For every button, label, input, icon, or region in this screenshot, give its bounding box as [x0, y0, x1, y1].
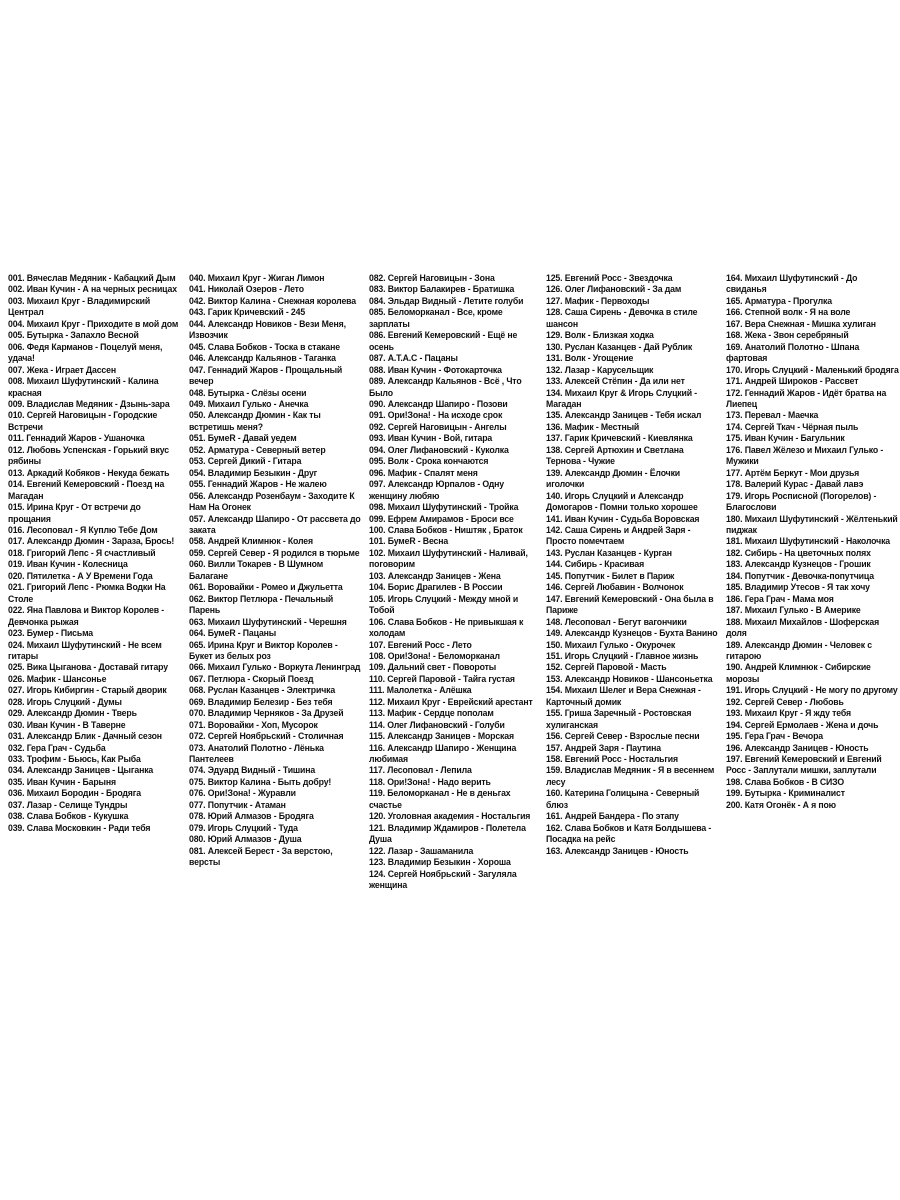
track-entry: 112. Михаил Круг - Еврейский арестант	[369, 695, 533, 707]
track-entry: 170. Игорь Слуцкий - Маленький бродяга	[726, 363, 899, 375]
track-entry: 137. Гарик Кричевский - Киевлянка	[546, 432, 693, 444]
track-entry: 119. Беломорканал - Не в деньгах счастье	[369, 787, 511, 810]
track-entry: 118. Ори!Зона! - Надо верить	[369, 775, 491, 787]
track-entry: 176. Павел Жёлезо и Михаил Гулько - Мужики	[726, 443, 884, 467]
track-entry: 113. Мафик - Сердце пополам	[369, 707, 494, 719]
track-entry: 117. Лесоповал - Лепила	[369, 764, 472, 776]
track-entry: 142. Саша Сирень и Андрей Заря - Просто помечтаем	[546, 523, 691, 547]
track-entry: 128. Саша Сирень - Девочка в стиле шансон	[546, 306, 698, 329]
track-entry: 200. Катя Огонёк - А я пою	[726, 798, 836, 810]
track-entry: 123. Владимир Безыкин - Хороша	[369, 856, 511, 868]
track-entry: 054. Владимир Безыкин - Друг	[189, 466, 318, 478]
track-entry: 143. Руслан Казанцев - Курган	[546, 546, 672, 558]
track-entry: 159. Владислав Медяник - Я в весеннем лесу	[546, 764, 715, 787]
track-entry: 020. Пятилетка - А У Времени Года	[8, 569, 153, 581]
track-entry: 053. Сергей Дикий - Гитара	[189, 455, 302, 467]
track-entry: 193. Михаил Круг - Я жду тебя	[726, 707, 851, 719]
track-entry: 028. Игорь Слуцкий - Думы	[8, 695, 122, 707]
track-entry: 090. Александр Шапиро - Позови	[369, 397, 508, 409]
track-entry: 086. Евгений Кемеровский - Ещё не осень	[369, 329, 518, 352]
tracklist-column-4	[546, 272, 718, 856]
track-entry: 087. А.Т.А.С - Пацаны	[369, 352, 458, 364]
track-entry: 042. Виктор Калина - Снежная королева	[189, 294, 357, 306]
track-entry: 018. Григорий Лепс - Я счастливый	[8, 546, 156, 558]
track-entry: 167. Вера Снежная - Мишка хулиган	[726, 317, 876, 329]
track-entry: 130. Руслан Казанцев - Дай Рублик	[546, 340, 693, 352]
track-entry: 025. Вика Цыганова - Доставай гитару	[8, 661, 168, 673]
track-entry: 048. Бутырка - Слёзы осени	[189, 386, 307, 398]
track-entry: 100. Слава Бобков - Ништяк , Браток	[369, 523, 523, 535]
track-entry: 102. Михаил Шуфутинский - Наливай, поговорим	[369, 546, 528, 570]
track-entry: 191. Игорь Слуцкий - Не могу по другому	[726, 684, 898, 696]
track-entry: 003. Михаил Круг - Владимирский Централ	[8, 294, 151, 318]
track-entry: 013. Аркадий Кобяков - Некуда бежать	[8, 466, 170, 478]
track-entry: 015. Ирина Круг - От встречи до прощания	[8, 501, 141, 524]
track-entry: 068. Руслан Казанцев - Электричка	[189, 684, 336, 696]
track-entry: 014. Евгений Кемеровский - Поезд на Магадан	[8, 478, 165, 501]
track-entry: 049. Михаил Гулько - Анечка	[189, 397, 309, 409]
track-entry: 116. Александр Шапиро - Женщина любимая	[369, 741, 517, 765]
track-entry: 121. Владимир Ждамиров - Полетела Душа	[369, 821, 526, 845]
track-entry: 150. Михаил Гулько - Окурочек	[546, 638, 676, 650]
track-entry: 185. Владимир Утесов - Я так хочу	[726, 581, 870, 593]
track-entry: 083. Виктор Балакирев - Братишка	[369, 283, 515, 295]
track-entry: 120. Уголовная академия - Ностальгия	[369, 810, 531, 822]
track-entry: 126. Олег Лифановский - За дам	[546, 283, 682, 295]
track-entry: 106. Слава Бобков - Не привыкшая к холодам	[369, 615, 524, 639]
tracklist-column-2	[189, 272, 361, 868]
track-entry: 084. Эльдар Видный - Летите голуби	[369, 294, 524, 306]
track-entry: 173. Перевал - Маечка	[726, 409, 819, 421]
track-entry: 178. Валерий Курас - Давай лавэ	[726, 478, 864, 490]
track-entry: 094. Олег Лифановский - Куколка	[369, 443, 509, 455]
track-entry: 165. Арматура - Прогулка	[726, 294, 832, 306]
track-entry: 155. Гриша Заречный - Ростовская хулиганская	[546, 707, 692, 730]
track-entry: 096. Мафик - Спалят меня	[369, 466, 478, 478]
track-entry: 163. Александр Заницев - Юность	[546, 844, 689, 856]
track-entry: 058. Андрей Климнюк - Колея	[189, 535, 313, 547]
track-entry: 006. Федя Карманов - Поцелуй меня, удача!	[8, 340, 163, 364]
track-entry: 070. Владимир Черняков - За Друзей	[189, 707, 344, 719]
track-entry: 035. Иван Кучин - Барыня	[8, 775, 116, 787]
track-entry: 164. Михаил Шуфутинский - До свиданья	[726, 272, 858, 295]
track-entry: 131. Волк - Угощение	[546, 352, 634, 364]
track-list	[8, 272, 180, 833]
track-entry: 104. Борис Драгилев - В России	[369, 581, 503, 593]
track-entry: 138. Сергей Артюхин и Светлана Тернова - Чужие	[546, 443, 684, 467]
track-entry: 147. Евгений Кемеровский - Она была в Париже	[546, 592, 714, 616]
track-entry: 161. Андрей Бандера - По этапу	[546, 810, 679, 822]
track-entry: 194. Сергей Ермолаев - Жена и дочь	[726, 718, 879, 730]
track-entry: 076. Ори!Зона! - Журавли	[189, 787, 296, 799]
track-entry: 073. Анатолий Полотно - Лёнька Пантелеев	[189, 741, 324, 765]
track-entry: 135. Александр Заницев - Тебя искал	[546, 409, 702, 421]
track-entry: 027. Игорь Кибиргин - Старый дворик	[8, 684, 167, 696]
track-entry: 002. Иван Кучин - А на черных ресницах	[8, 283, 177, 295]
track-entry: 108. Ори!Зона! - Беломорканал	[369, 649, 500, 661]
track-entry: 188. Михаил Михайлов - Шоферская доля	[726, 615, 880, 639]
track-entry: 105. Игорь Слуцкий - Между мной и Тобой	[369, 592, 519, 616]
track-entry: 181. Михаил Шуфутинский - Наколочка	[726, 535, 890, 547]
track-entry: 078. Юрий Алмазов - Бродяга	[189, 810, 314, 822]
track-entry: 010. Сергей Наговицын - Городские Встречи	[8, 409, 158, 432]
track-entry: 162. Слава Бобков и Катя Болдышева - Посадка на рейс	[546, 821, 712, 845]
track-entry: 136. Мафик - Местный	[546, 420, 640, 432]
track-entry: 004. Михаил Круг - Приходите в мой дом	[8, 317, 179, 329]
track-entry: 056. Александр Розенбаум - Заходите К Нам На Огонек	[189, 489, 355, 513]
track-entry: 187. Михаил Гулько - В Америке	[726, 604, 861, 616]
track-entry: 101. БумеR - Весна	[369, 535, 449, 547]
track-entry: 129. Волк - Близкая ходка	[546, 329, 654, 341]
track-entry: 005. Бутырка - Запахло Весной	[8, 329, 139, 341]
track-entry: 196. Александр Заницев - Юность	[726, 741, 869, 753]
track-entry: 057. Александр Шапиро - От рассвета до заката	[189, 512, 361, 535]
track-entry: 151. Игорь Слуцкий - Главное жизнь	[546, 649, 699, 661]
track-entry: 017. Александр Дюмин - Зараза, Брось!	[8, 535, 175, 547]
track-entry: 140. Игорь Слуцкий и Александр Домогаров - Помни только хорошее	[546, 489, 698, 513]
track-entry: 075. Виктор Калина - Быть добру!	[189, 775, 332, 787]
track-entry: 124. Сергей Ноябрьский - Загуляла женщина	[369, 867, 517, 891]
track-entry: 023. Бумер - Письма	[8, 627, 94, 639]
track-entry: 154. Михаил Шелег и Вера Снежная - Карточный домик	[546, 684, 701, 707]
track-entry: 146. Сергей Любавин - Волчонок	[546, 581, 684, 593]
track-entry: 197. Евгений Кемеровский и Евгений Росс - Заплутали мишки, заплутали	[726, 753, 882, 776]
track-entry: 044. Александр Новиков - Вези Меня, Извозчик	[189, 317, 346, 341]
track-entry: 190. Андрей Климнюк - Сибирские морозы	[726, 661, 871, 684]
track-entry: 064. БумеR - Пацаны	[189, 627, 277, 639]
track-entry: 062. Виктор Петлюра - Печальный Парень	[189, 592, 334, 616]
track-entry: 080. Юрий Алмазов - Душа	[189, 833, 302, 845]
track-entry: 166. Степной волк - Я на воле	[726, 306, 851, 318]
track-entry: 099. Ефрем Амирамов - Броси все	[369, 512, 514, 524]
track-entry: 079. Игорь Слуцкий - Туда	[189, 821, 298, 833]
track-entry: 072. Сергей Ноябрьский - Столичная	[189, 730, 344, 742]
track-entry: 160. Катерина Голицына - Северный блюз	[546, 787, 700, 810]
track-entry: 082. Сергей Наговицын - Зона	[369, 272, 495, 283]
track-entry: 007. Жека - Играет Дассен	[8, 363, 116, 375]
track-entry: 051. БумеR - Давай уедем	[189, 432, 297, 444]
track-list	[189, 272, 361, 868]
track-entry: 156. Сергей Север - Взрослые песни	[546, 730, 700, 742]
track-entry: 168. Жека - Звон серебряный	[726, 329, 849, 341]
track-entry: 041. Николай Озеров - Лето	[189, 283, 304, 295]
track-entry: 011. Геннадий Жаров - Ушаночка	[8, 432, 145, 444]
track-entry: 134. Михаил Круг & Игорь Слуцкий - Магадан	[546, 386, 698, 409]
track-entry: 133. Алексей Стёпин - Да или нет	[546, 375, 685, 387]
track-entry: 180. Михаил Шуфутинский - Жёлтенький пиджак	[726, 512, 898, 535]
track-list	[726, 272, 898, 810]
track-entry: 192. Сергей Север - Любовь	[726, 695, 844, 707]
track-entry: 095. Волк - Срока кончаются	[369, 455, 489, 467]
track-entry: 046. Александр Кальянов - Таганка	[189, 352, 336, 364]
track-entry: 012. Любовь Успенская - Горький вкус рябины	[8, 443, 169, 467]
track-entry: 029. Александр Дюмин - Тверь	[8, 707, 137, 719]
track-entry: 115. Александр Заницев - Морская	[369, 730, 514, 742]
track-entry: 022. Яна Павлова и Виктор Королев - Девчонка рыжая	[8, 604, 165, 627]
track-entry: 175. Иван Кучин - Багульник	[726, 432, 845, 444]
track-entry: 111. Малолетка - Алёшка	[369, 684, 472, 696]
track-entry: 045. Слава Бобков - Тоска в стакане	[189, 340, 340, 352]
track-entry: 067. Петлюра - Скорый Поезд	[189, 672, 314, 684]
track-entry: 033. Трофим - Бьюсь, Как Рыба	[8, 753, 141, 765]
track-entry: 127. Мафик - Первоходы	[546, 294, 650, 306]
track-entry: 074. Эдуард Видный - Тишина	[189, 764, 316, 776]
track-list	[546, 272, 718, 856]
track-entry: 001. Вячеслав Медяник - Кабацкий Дым	[8, 272, 176, 283]
track-entry: 186. Гера Грач - Мама моя	[726, 592, 834, 604]
track-entry: 171. Андрей Широков - Рассвет	[726, 375, 859, 387]
track-entry: 077. Попутчик - Атаман	[189, 798, 286, 810]
track-entry: 195. Гера Грач - Вечора	[726, 730, 823, 742]
track-entry: 139. Александр Дюмин - Ёлочки иголочки	[546, 466, 681, 490]
track-entry: 132. Лазар - Карусельщик	[546, 363, 654, 375]
tracklist-column-1	[8, 272, 180, 833]
track-entry: 182. Сибирь - На цветочных полях	[726, 546, 871, 558]
track-entry: 037. Лазар - Селище Тундры	[8, 798, 128, 810]
track-entry: 089. Александр Кальянов - Всё , Что Было	[369, 375, 522, 398]
track-entry: 189. Александр Дюмин - Человек с гитарою	[726, 638, 872, 661]
track-entry: 125. Евгений Росс - Звездочка	[546, 272, 673, 283]
track-entry: 169. Анатолий Полотно - Шпана фартовая	[726, 340, 860, 364]
track-entry: 069. Владимир Белезир - Без тебя	[189, 695, 333, 707]
track-entry: 055. Геннадий Жаров - Не жалею	[189, 478, 327, 490]
track-entry: 050. Александр Дюмин - Как ты встретишь меня?	[189, 409, 321, 432]
track-entry: 039. Слава Московкин - Ради тебя	[8, 821, 151, 833]
track-entry: 052. Арматура - Северный ветер	[189, 443, 326, 455]
track-entry: 109. Дальний свет - Повороты	[369, 661, 497, 673]
track-entry: 179. Игорь Росписной (Погорелов) - Благослови	[726, 489, 877, 513]
track-entry: 088. Иван Кучин - Фотокарточка	[369, 363, 502, 375]
track-entry: 040. Михаил Круг - Жиган Лимон	[189, 272, 325, 283]
track-entry: 065. Ирина Круг и Виктор Королев - Букет из белых роз	[189, 638, 338, 661]
track-entry: 199. Бутырка - Криминалист	[726, 787, 845, 799]
track-entry: 043. Гарик Кричевский - 245	[189, 306, 306, 318]
track-entry: 174. Сергей Ткач - Чёрная пыль	[726, 420, 859, 432]
track-entry: 059. Сергей Север - Я родился в тюрьме	[189, 546, 360, 558]
track-entry: 092. Сергей Наговицын - Ангелы	[369, 420, 507, 432]
track-entry: 009. Владислав Медяник - Дзынь-зара	[8, 397, 170, 409]
track-entry: 149. Александр Кузнецов - Бухта Ванино	[546, 627, 718, 639]
track-entry: 145. Попутчик - Билет в Париж	[546, 569, 675, 581]
track-entry: 172. Геннадий Жаров - Идёт братва на Лиепец	[726, 386, 887, 409]
track-entry: 158. Евгений Росс - Ностальгия	[546, 753, 678, 765]
track-entry: 061. Воровайки - Ромео и Джульетта	[189, 581, 343, 593]
track-entry: 093. Иван Кучин - Вой, гитара	[369, 432, 493, 444]
track-entry: 066. Михаил Гулько - Воркута Ленинград	[189, 661, 361, 673]
track-entry: 024. Михаил Шуфутинский - Не всем гитары	[8, 638, 162, 661]
track-entry: 144. Сибирь - Красивая	[546, 558, 645, 570]
track-entry: 008. Михаил Шуфутинский - Калина красная	[8, 375, 159, 398]
track-entry: 060. Вилли Токарев - В Шумном Балагане	[189, 558, 324, 581]
track-entry: 091. Ори!Зона! - На исходе срок	[369, 409, 503, 421]
track-list	[369, 272, 541, 890]
track-entry: 177. Артём Беркут - Мои друзья	[726, 466, 860, 478]
track-entry: 063. Михаил Шуфутинский - Черешня	[189, 615, 347, 627]
tracklist-column-5	[726, 272, 898, 810]
track-entry: 081. Алексей Берест - За верстою, версты	[189, 844, 333, 868]
track-entry: 114. Олег Лифановский - Голуби	[369, 718, 505, 730]
track-entry: 047. Геннадий Жаров - Прощальный вечер	[189, 363, 343, 387]
track-entry: 021. Григорий Лепс - Рюмка Водки На Столе	[8, 581, 166, 604]
tracklist-sheet	[8, 272, 899, 942]
track-entry: 152. Сергей Паровой - Масть	[546, 661, 667, 673]
track-entry: 110. Сергей Паровой - Тайга густая	[369, 672, 515, 684]
tracklist-column-3	[369, 272, 541, 890]
track-entry: 183. Александр Кузнецов - Грошик	[726, 558, 871, 570]
track-entry: 141. Иван Кучин - Судьба Воровская	[546, 512, 700, 524]
track-entry: 098. Михаил Шуфутинский - Тройка	[369, 501, 519, 513]
track-entry: 071. Воровайки - Хоп, Мусорок	[189, 718, 318, 730]
track-entry: 184. Попутчик - Девочка-попутчица	[726, 569, 874, 581]
track-entry: 019. Иван Кучин - Колесница	[8, 558, 128, 570]
track-entry: 157. Андрей Заря - Паутина	[546, 741, 662, 753]
track-entry: 103. Александр Заницев - Жена	[369, 569, 501, 581]
track-entry: 031. Александр Блик - Дачный сезон	[8, 730, 162, 742]
track-entry: 032. Гера Грач - Судьба	[8, 741, 106, 753]
track-entry: 026. Мафик - Шансонье	[8, 672, 107, 684]
track-entry: 016. Лесоповал - Я Куплю Тебе Дом	[8, 523, 158, 535]
track-entry: 153. Александр Новиков - Шансоньетка	[546, 672, 713, 684]
track-entry: 148. Лесоповал - Бегут вагончики	[546, 615, 687, 627]
track-entry: 038. Слава Бобков - Кукушка	[8, 810, 129, 822]
track-entry: 097. Александр Юрпалов - Одну женщину любяю	[369, 478, 505, 501]
track-entry: 085. Беломорканал - Все, кроме зарплаты	[369, 306, 503, 329]
track-entry: 030. Иван Кучин - В Таверне	[8, 718, 126, 730]
track-entry: 198. Слава Бобков - В СИЗО	[726, 775, 845, 787]
track-entry: 122. Лазар - Зашаманила	[369, 844, 474, 856]
track-entry: 036. Михаил Бородин - Бродяга	[8, 787, 141, 799]
track-entry: 034. Александр Заницев - Цыганка	[8, 764, 154, 776]
track-entry: 107. Евгений Росс - Лето	[369, 638, 472, 650]
